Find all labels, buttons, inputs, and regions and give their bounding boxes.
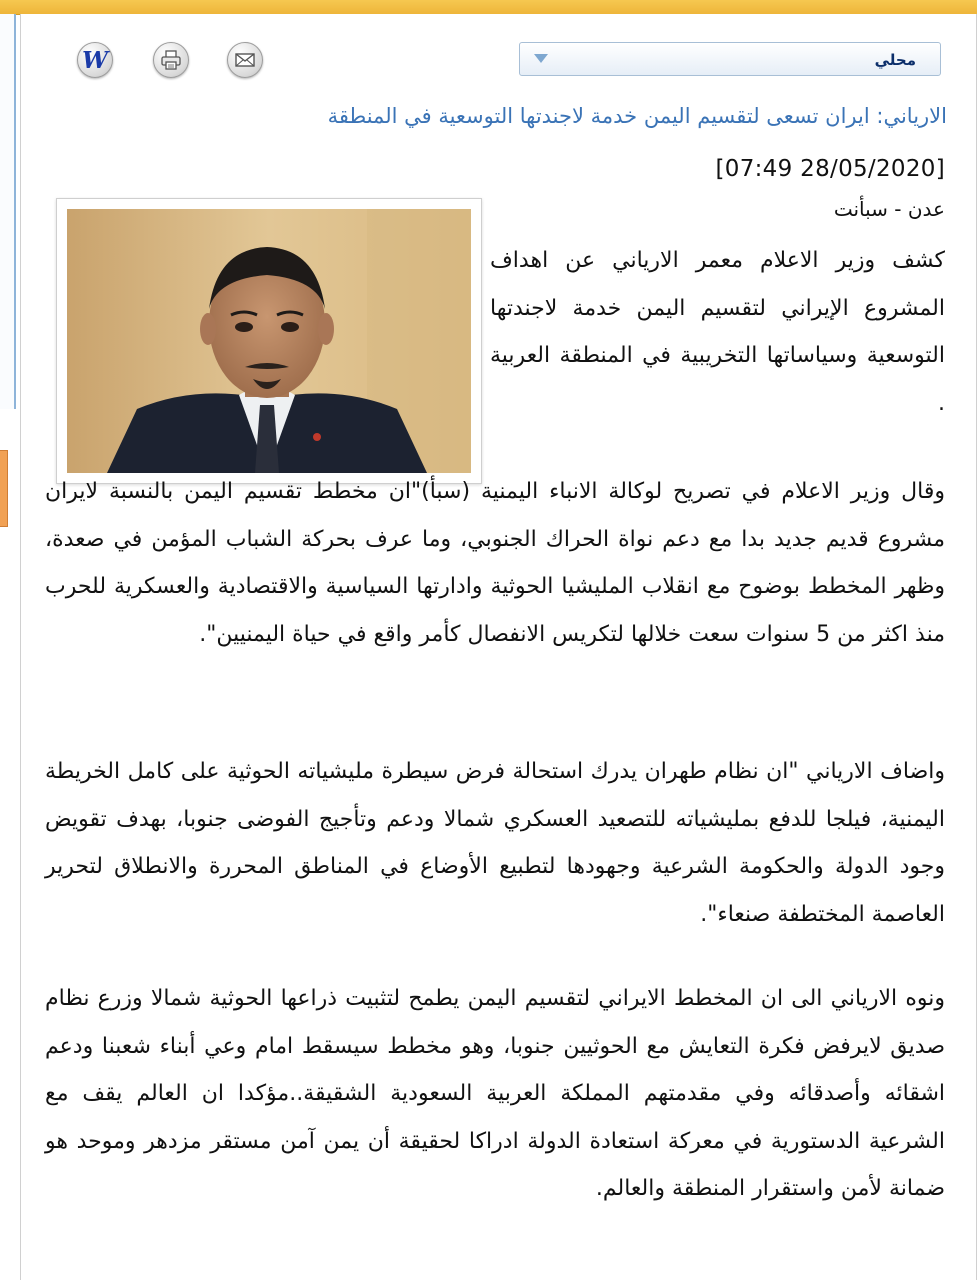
article-timestamp: [07:49 28/05/2020] [715, 156, 945, 182]
article-dateline: عدن - سبأنت [833, 197, 945, 221]
dropdown-arrow-icon[interactable] [534, 54, 548, 63]
category-selected-value: محلي [874, 51, 916, 69]
left-edge-tab[interactable] [0, 450, 8, 527]
print-icon[interactable] [153, 42, 189, 78]
article-paragraph-3: واضاف الارياني "ان نظام طهران يدرك استحالة فرض سيطرة مليشياته الحوثية على كامل الخريطة اليمنية، فيلجا للدفع بمليشياته للتصعيد العسكري شمالا ودعم وتأجيج الفوضى جنوبا، بهدف تقويض وجود الدولة والحكومة الشرعية وجهودها لتطبيع الأوضاع في المناطق المحررة والانطلاق لتحرير العاصمة المختطفة صنعاء". [45, 759, 945, 927]
article-photo [56, 198, 482, 484]
article-paragraph-2: وقال وزير الاعلام في تصريح لوكالة الانباء اليمنية (سبأ)"ان مخطط تقسيم اليمن بالنسبة لايران مشروع قديم جديد بدا مع دعم نواة الحراك الجنوبي، وما عرف بحركة الشباب المؤمن في صعدة، وظهر المخطط بوضوح مع انقلاب المليشيا الحوثية وادارتها السياسية والاقتصادية والعسكرية للحرب منذ اكثر من 5 سنوات سعت خلالها لتكريس الانفصال كأمر واقع في حياة اليمنيين". [45, 479, 945, 647]
category-dropdown[interactable] [519, 42, 941, 76]
article-paragraph-4: ونوه الارياني الى ان المخطط الايراني لتقسيم اليمن يطمح لتثبيت ذراعها الحوثية شمالا وزرع نظام صديق لايرفض فكرة التعايش مع الحوثيين جنوبا، وهو مخطط سيسقط امام وعي أبناء شعبنا ودعم اشقائه وأصدقائه وفي مقدمتهم المملكة العربية السعودية الشقيقة..مؤكدا ان العالم يقف مع الشرعية الدستورية في معركة استعادة الدولة ادراكا لحقيقة أن يمن آمن مستقر مزدهر وموحد هو ضمانة لأمن واستقرار المنطقة والعالم. [45, 986, 945, 1201]
article-headline[interactable]: الارياني: ايران تسعى لتقسيم اليمن خدمة لاجندتها التوسعية في المنطقة [327, 104, 947, 128]
w-glyph: W [82, 46, 108, 74]
wikipedia-w-icon[interactable] [77, 42, 113, 78]
article-paragraph-1: كشف وزير الاعلام معمر الارياني عن اهداف المشروع الإيراني لتقسيم اليمن خدمة لاجندتها التوسعية وسياساتها التخريبية في المنطقة العربية . [490, 248, 945, 416]
envelope-glyph [234, 49, 256, 71]
top-status-bar [0, 0, 977, 15]
minister-portrait-image [67, 209, 471, 473]
left-side-panel [0, 14, 16, 409]
mail-icon[interactable] [227, 42, 263, 78]
printer-glyph [160, 49, 182, 71]
